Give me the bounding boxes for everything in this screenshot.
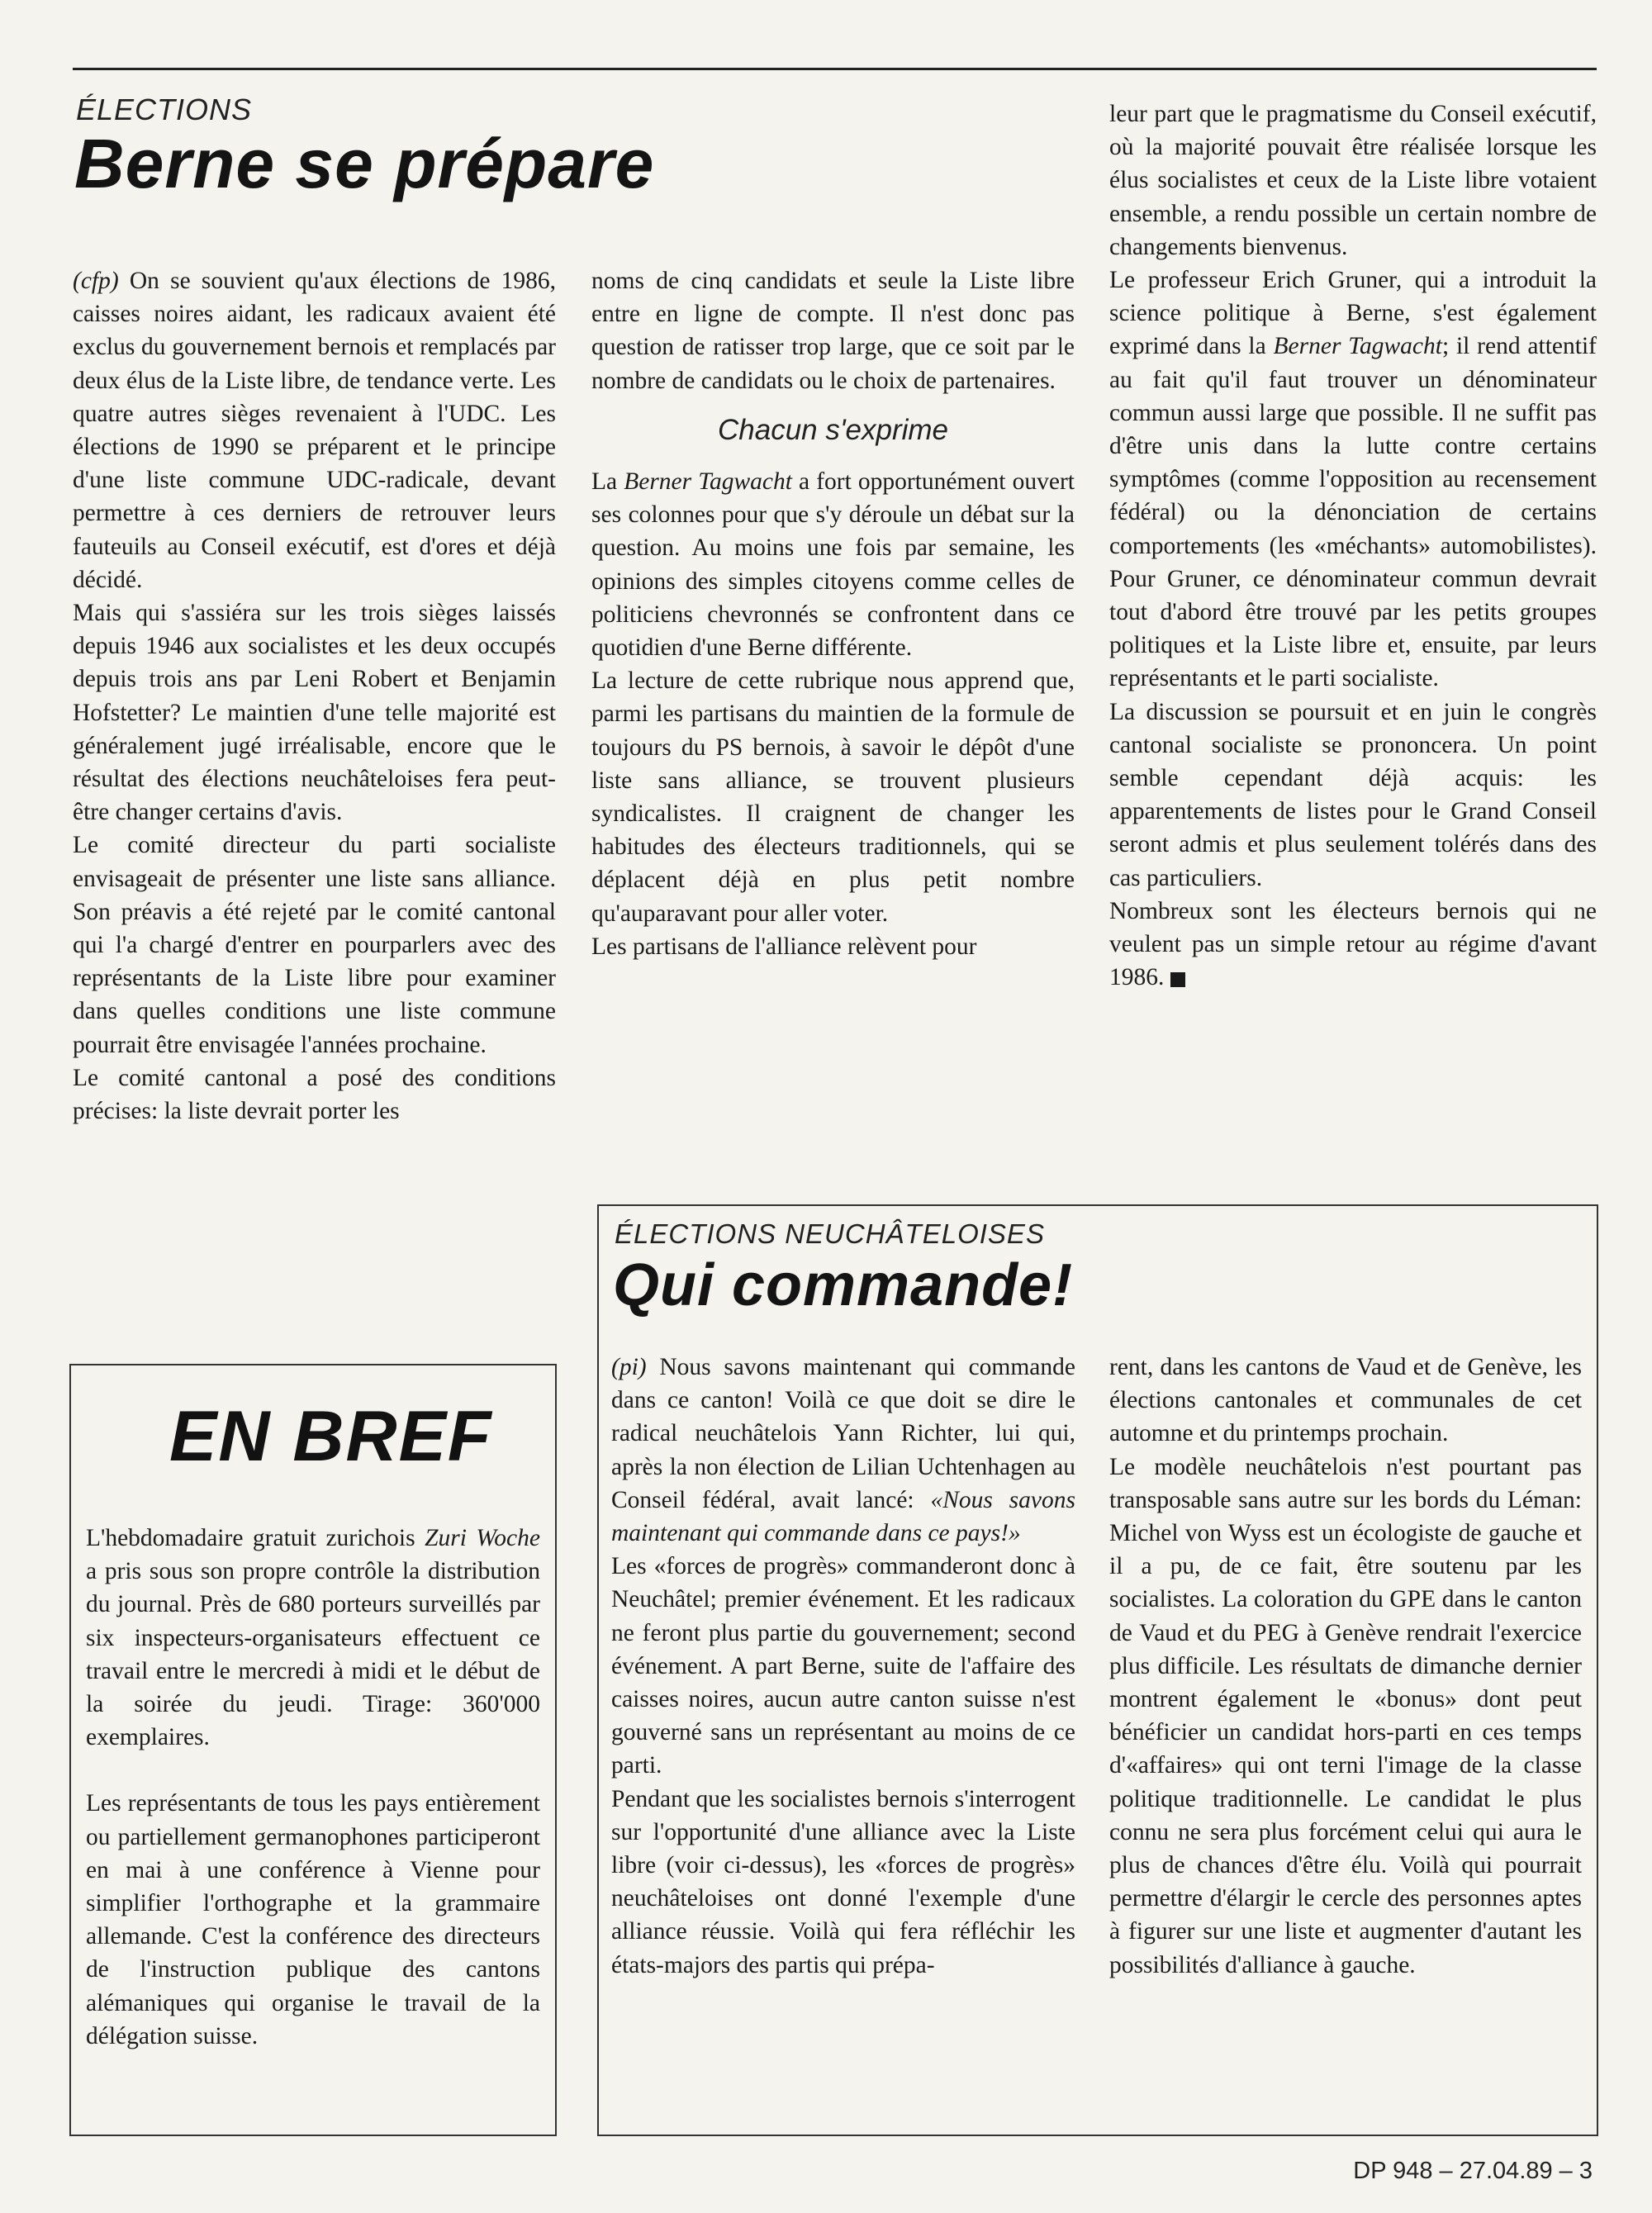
paragraph: La lecture de cette rubrique nous apprend que, parmi les partisans du maintien de la formule de toujours du PS bernois, à savoir le dépôt d'une liste sans alliance, se trouvent plusieurs syndicalistes. Il craignent de changer les habitudes des électeurs traditionnels, qui se déplacent déjà en plus petit nombre qu'auparavant pour aller voter.: [591, 667, 1075, 927]
paragraph: (pi) Nous savons maintenant qui commande dans ce canton! Voilà ce que doit se dire le radical neuchâtelois Yann Richter, lui qui, après la non élection de Lilian Uchtenhagen au Conseil fédéral, avait lancé: «Nous savons maintenant qui commande dans ce pays!»: [611, 1354, 1075, 1547]
paragraph: L'hebdomadaire gratuit zurichois Zuri Woche a pris sous son propre contrôle la distribution du journal. Près de 680 porteurs surveillés par six inspecteurs-organisateurs effectuent ce travail entre le mercredi à midi et le début de la soirée du jeudi. Tirage: 360'000 exemplaires.: [86, 1525, 540, 1751]
en-bref-title: EN BREF: [169, 1397, 493, 1476]
article-column-2: [591, 264, 1075, 963]
paragraph: Les partisans de l'alliance relèvent pour: [591, 933, 977, 960]
paragraph: La Berner Tagwacht a fort opportunément ouvert ses colonnes pour que s'y déroule un débat sur la question. Au moins une fois par semaine, les opinions des simples citoyens comme celles de politiciens chevronnés se confrontent dans ce quotidien d'une Berne différente.: [591, 468, 1075, 662]
article2-title: Qui commande!: [613, 1252, 1074, 1318]
paragraph: Mais qui s'assiéra sur les trois sièges laissés depuis 1946 aux socialistes et les deux occupés depuis trois ans par Leni Robert et Benjamin Hofstetter? Le maintien d'une telle majorité est généralement jugé irréalisable, encore que le résultat des élections neuchâteloises fera peut-être changer certains d'avis.: [73, 600, 556, 826]
paragraph: (cfp) On se souvient qu'aux élections de 1986, caisses noires aidant, les radicaux avaient été exclus du gouvernement bernois et remplacés par deux élus de la Liste libre, de tendance verte. Les quatre autres sièges revenaient à l'UDC. Les élections de 1990 se préparent et le principe d'une liste commune UDC-radicale, devant permettre à ces derniers de retrouver leurs fauteuils au Conseil exécutif, est d'ores et déjà décidé.: [73, 268, 556, 593]
paragraph: leur part que le pragmatisme du Conseil exécutif, où la majorité pouvait être réalisée lorsque les élus socialistes et ceux de la Liste libre votaient ensemble, a rendu possible un certain nombre de changements bienvenus.: [1109, 101, 1597, 260]
page-folio: DP 948 – 27.04.89 – 3: [1353, 2158, 1593, 2184]
paragraph: Le modèle neuchâtelois n'est pourtant pas transposable sans autre sur les bords du Léman: Michel von Wyss est un écologiste de gauche et il a pu, de ce fait, être soutenu par les socialistes. La coloration du GPE dans le canton de Vaud et du PEG à Genève rendrait l'exercice plus difficile. Les résultats de dimanche dernier montrent également le «bonus» dont peut bénéficier un candidat hors-parti en ces temps d'«affaires» qui ont terni l'image de la classe politique traditionnelle. Le candidat le plus connu ne sera plus forcément celui qui aura le plus de chances d'être élu. Voilà qui pourrait permettre d'élargir le cercle des personnes aptes à figurer sur une liste et augmenter d'autant les possibilités d'alliance à gauche.: [1109, 1453, 1582, 1978]
end-mark-icon: [1170, 972, 1185, 987]
article-kicker: ÉLECTIONS: [76, 93, 253, 126]
paragraph: La discussion se poursuit et en juin le congrès cantonal socialiste se prononcera. Un point semble cependant déjà acquis: les apparentements de listes pour le Grand Conseil seront admis et plus seulement tolérés dans des cas particuliers.: [1109, 698, 1597, 891]
subheading: Chacun s'exprime: [717, 413, 949, 446]
paragraph: Le comité directeur du parti socialiste envisageait de présenter une liste sans alliance. Son préavis a été rejeté par le comité cantonal qui l'a chargé d'entrer en pourparlers avec des représentants de la Liste libre pour examiner dans quelles conditions une liste commune pourrait être envisagée l'années prochaine.: [73, 832, 556, 1058]
article2-kicker: ÉLECTIONS NEUCHÂTELOISES: [615, 1218, 1045, 1249]
paragraph: Le comité cantonal a posé des conditions précises: la liste devrait porter les: [73, 1064, 556, 1125]
article-column-3: [1109, 97, 1597, 994]
paragraph: noms de cinq candidats et seule la Liste libre entre en ligne de compte. Il n'est donc pas question de ratisser trop large, que ce soit par le nombre de candidats ou le choix de partenaires.: [591, 268, 1075, 394]
article2-column-2: [1109, 1351, 1582, 1982]
paragraph: rent, dans les cantons de Vaud et de Genève, les élections cantonales et communales de cet automne et du printemps prochain.: [1109, 1354, 1582, 1447]
paragraph: Les représentants de tous les pays entièrement ou partiellement germanophones participeront en mai à une conférence à Vienne pour simplifier l'orthographe et la grammaire allemande. C'est la conférence des directeurs de l'instruction publique des cantons alémaniques qui organise le travail de la délégation suisse.: [86, 1790, 540, 2049]
paragraph: Les «forces de progrès» commanderont donc à Neuchâtel; premier événement. Et les radicaux ne feront plus partie du gouvernement; second événement. A part Berne, suite de l'affaire des caisses noires, aucun autre canton suisse n'est gouverné sans un représentant au moins de ce parti.: [611, 1553, 1075, 1779]
article-column-1: [73, 264, 556, 1128]
paragraph: Le professeur Erich Gruner, qui a introduit la science politique à Berne, s'est également exprimé dans la Berner Tagwacht; il rend attentif au fait qu'il faut trouver un dénominateur commun aussi large que possible. Il ne suffit pas d'être unis dans la lutte contre certains symptômes (comme l'opposition au recensement fédéral) ou la dénonciation de certains comportements (les «méchants» automobilistes). Pour Gruner, ce dénominateur commun devrait tout d'abord être trouvé par les petits groupes politiques et la Liste libre et, ensuite, par leurs représentants et le parti socialiste.: [1109, 267, 1597, 692]
paragraph: Nombreux sont les électeurs bernois qui ne veulent pas un simple retour au régime d'avant 1986.: [1109, 897, 1597, 991]
paragraph: Pendant que les socialistes bernois s'interrogent sur l'opportunité d'une alliance avec la Liste libre (voir ci-dessus), les «forces de progrès» neuchâteloises ont donné l'exemple d'une alliance réussie. Voilà qui fera réfléchir les états-majors des partis qui prépa-: [611, 1785, 1075, 1978]
top-rule: [73, 68, 1597, 70]
en-bref-text: [86, 1522, 540, 2053]
article2-column-1: [611, 1351, 1075, 1982]
article-title: Berne se prépare: [74, 125, 655, 202]
